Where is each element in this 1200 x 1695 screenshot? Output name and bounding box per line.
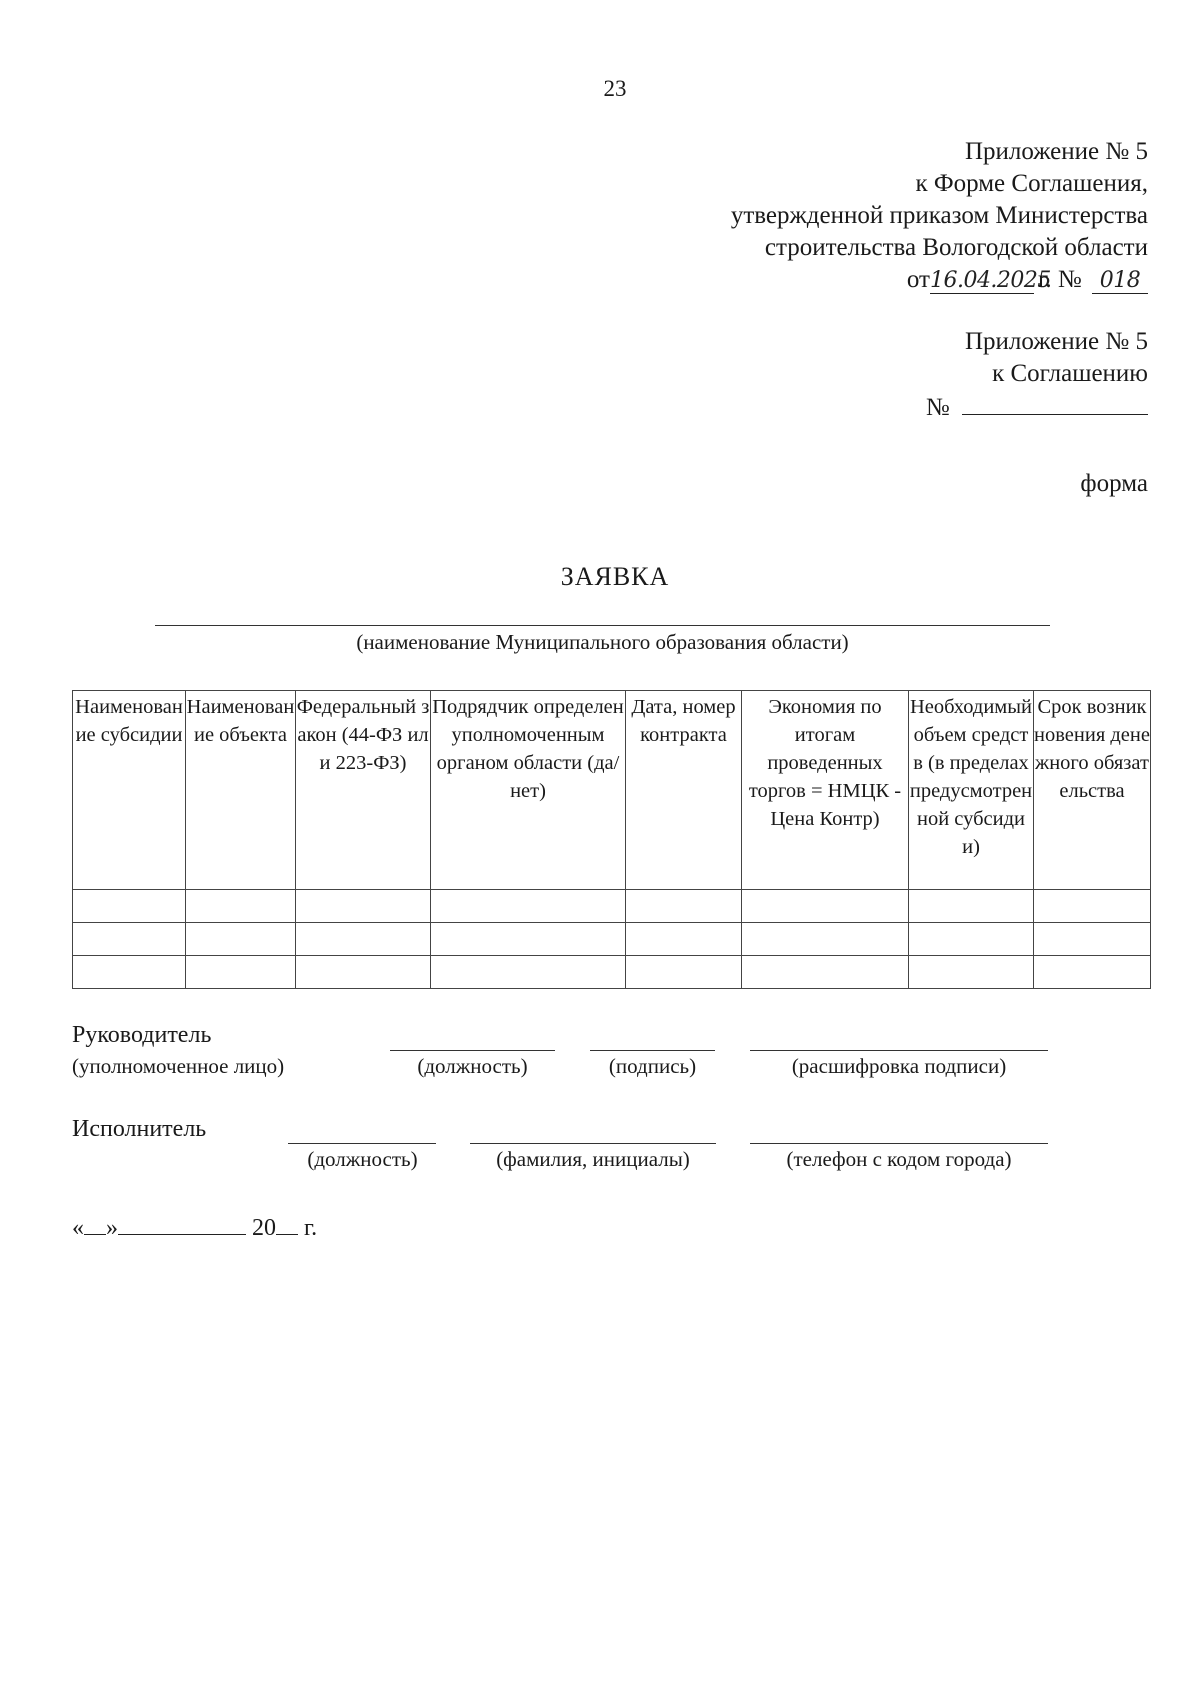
municipality-caption: (наименование Муниципального образования области) bbox=[356, 630, 849, 654]
head-position-blank bbox=[390, 1050, 555, 1051]
head-signature-blank bbox=[590, 1050, 715, 1051]
appendix-line-1: Приложение № 5 bbox=[964, 138, 1148, 165]
col-header-contract-date: Дата, номер контракта bbox=[626, 691, 742, 890]
head-signature-caption: (подпись) bbox=[608, 1054, 697, 1078]
appendix-line-2: к Форме Соглашения, bbox=[915, 170, 1148, 197]
table-row bbox=[73, 890, 1151, 923]
year-prefix: 20 bbox=[252, 1215, 276, 1241]
agreement-line-2: к Соглашению bbox=[992, 360, 1148, 387]
document-title: ЗАЯВКА bbox=[560, 562, 670, 591]
agreement-number-blank bbox=[962, 390, 1148, 415]
order-number-value: 018 bbox=[1092, 269, 1148, 294]
table-header-row bbox=[73, 691, 1151, 890]
head-position-caption: (должность) bbox=[417, 1054, 528, 1078]
head-decoding-blank bbox=[750, 1050, 1048, 1051]
col-header-federal-law: Федеральный закон (44-ФЗ или 223-ФЗ) bbox=[296, 691, 431, 890]
col-header-object: Наименование объекта bbox=[186, 691, 296, 890]
head-label: Руководитель bbox=[72, 1022, 212, 1048]
col-header-required-funds: Необходимый объем средств (в пределах предусмотренной субсидии) bbox=[909, 691, 1034, 890]
date-close-quote: » bbox=[106, 1215, 118, 1241]
date-line bbox=[72, 1214, 317, 1242]
form-label: форма bbox=[1080, 470, 1148, 497]
executor-name-caption: (фамилия, инициалы) bbox=[496, 1147, 690, 1171]
day-blank bbox=[84, 1214, 106, 1235]
date-open-quote: « bbox=[72, 1215, 84, 1241]
col-header-savings: Экономия по итогам проведенных торгов = НМЦК - Цена Контр) bbox=[742, 691, 909, 890]
date-suffix: г. № bbox=[1037, 266, 1082, 293]
agreement-number-line bbox=[926, 390, 1148, 424]
executor-label: Исполнитель bbox=[72, 1116, 207, 1142]
table-row bbox=[73, 923, 1151, 956]
municipality-blank bbox=[155, 625, 1050, 626]
month-blank bbox=[118, 1214, 246, 1235]
appendix-line-4: строительства Вологодской области bbox=[764, 234, 1148, 261]
order-date-value: 16.04.2025 bbox=[929, 268, 1051, 293]
agreement-header bbox=[926, 326, 1148, 424]
order-date-line bbox=[731, 264, 1148, 296]
year-blank bbox=[276, 1214, 298, 1235]
appendix-line-3: утвержденной приказом Министерства bbox=[730, 202, 1148, 229]
page-number: 23 bbox=[603, 76, 627, 101]
request-table bbox=[72, 690, 1151, 989]
agreement-number-label: № bbox=[925, 394, 950, 421]
head-decoding-caption: (расшифровка подписи) bbox=[791, 1054, 1007, 1078]
col-header-contractor: Подрядчик определен уполномоченным органом области (да/нет) bbox=[431, 691, 626, 890]
head-sublabel: (уполномоченное лицо) bbox=[72, 1054, 285, 1078]
executor-phone-blank bbox=[750, 1143, 1048, 1144]
executor-name-blank bbox=[470, 1143, 716, 1144]
appendix-header bbox=[731, 136, 1148, 296]
col-header-subsidy: Наименование субсидии bbox=[73, 691, 186, 890]
agreement-line-1: Приложение № 5 bbox=[964, 328, 1148, 355]
executor-position-caption: (должность) bbox=[307, 1147, 418, 1171]
date-prefix: от bbox=[906, 266, 930, 293]
table-row bbox=[73, 956, 1151, 989]
executor-position-blank bbox=[288, 1143, 436, 1144]
col-header-obligation-term: Срок возникновения денежного обязательства bbox=[1034, 691, 1151, 890]
executor-phone-caption: (телефон с кодом города) bbox=[786, 1147, 1012, 1171]
year-suffix: г. bbox=[304, 1215, 318, 1241]
